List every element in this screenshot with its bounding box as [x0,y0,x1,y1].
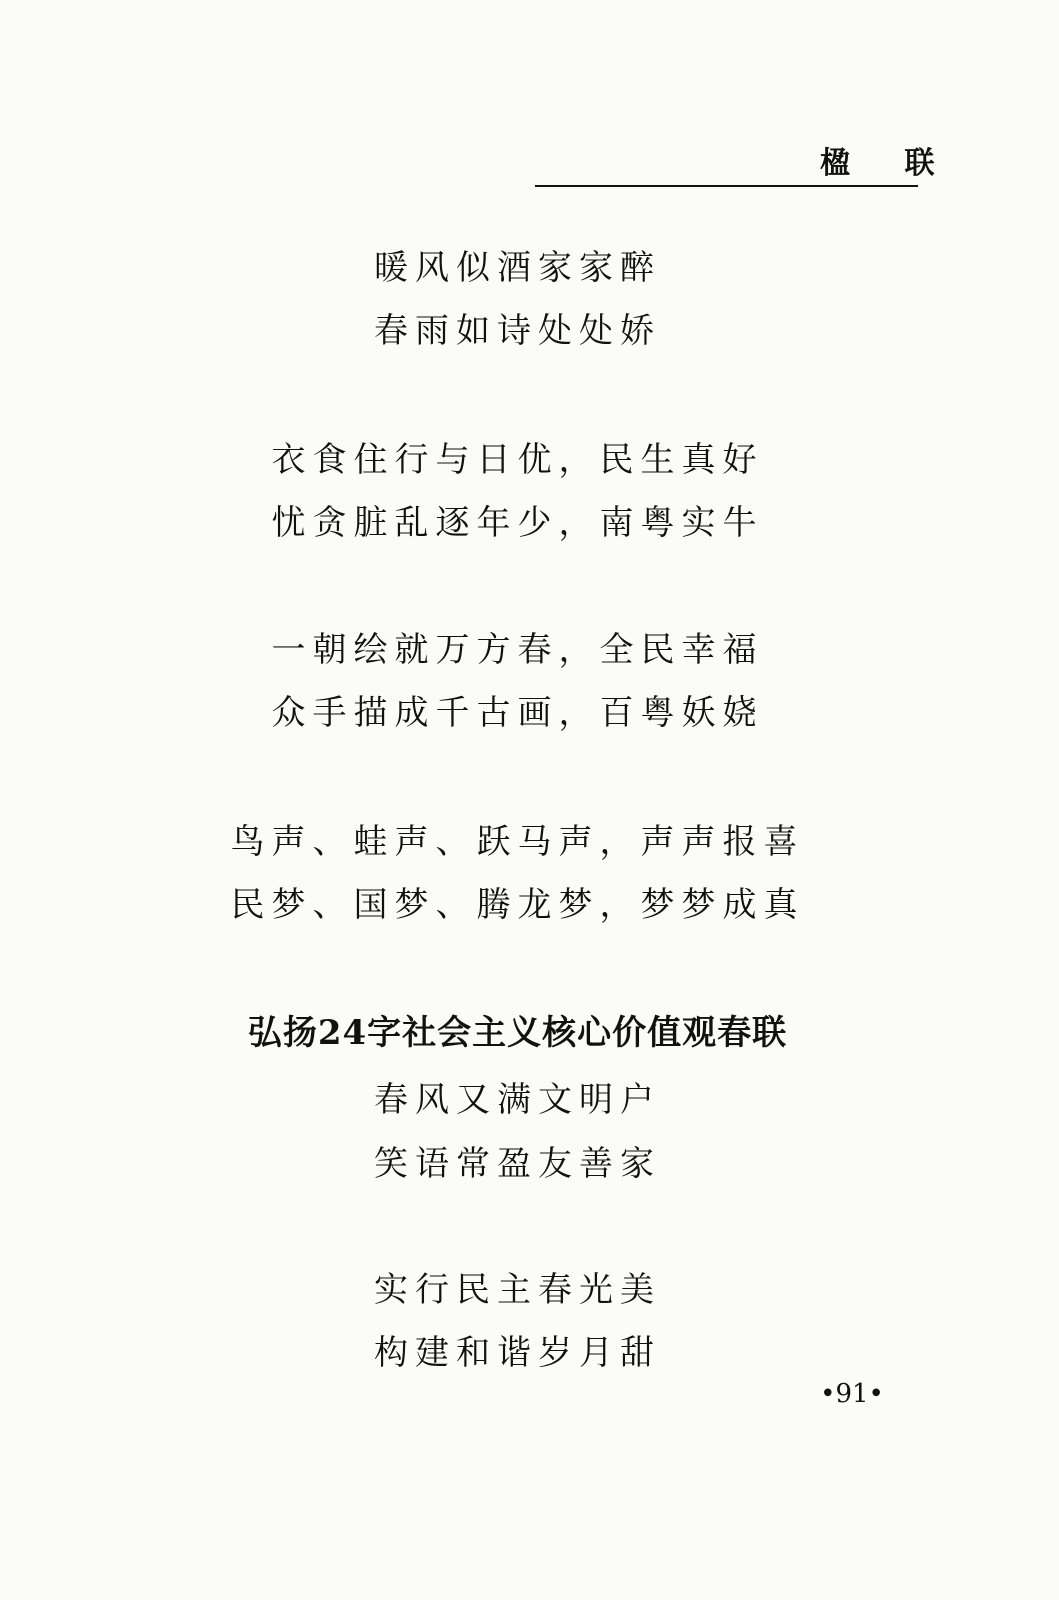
couplet-6-first-line: 实行民主春光美 [374,1270,661,1310]
couplet-3-first-line: 一朝绘就万方春，全民幸福 [271,630,764,670]
running-head: 楹 联 [820,146,957,181]
couplet-1-second-line: 春雨如诗处处娇 [374,311,661,351]
couplet-6-second-line: 构建和谐岁月甜 [374,1333,661,1373]
page-number: •91• [820,1379,884,1409]
couplet-5-second-line: 笑语常盈友善家 [374,1144,661,1184]
couplet-3-second-line: 众手描成千古画，百粤妖娆 [271,693,764,733]
couplet-5-first-line: 春风又满文明户 [374,1080,661,1120]
section-heading: 弘扬24字社会主义核心价值观春联 [247,1013,788,1053]
couplet-1-first-line: 暖风似酒家家醉 [374,248,661,288]
couplet-4-first-line: 鸟声、蛙声、跃马声，声声报喜 [230,822,805,862]
couplet-2-first-line: 衣食住行与日优，民生真好 [271,440,764,480]
couplet-2-second-line: 忧贪脏乱逐年少，南粤实牛 [271,503,764,543]
couplet-4-second-line: 民梦、国梦、腾龙梦，梦梦成真 [230,885,805,925]
